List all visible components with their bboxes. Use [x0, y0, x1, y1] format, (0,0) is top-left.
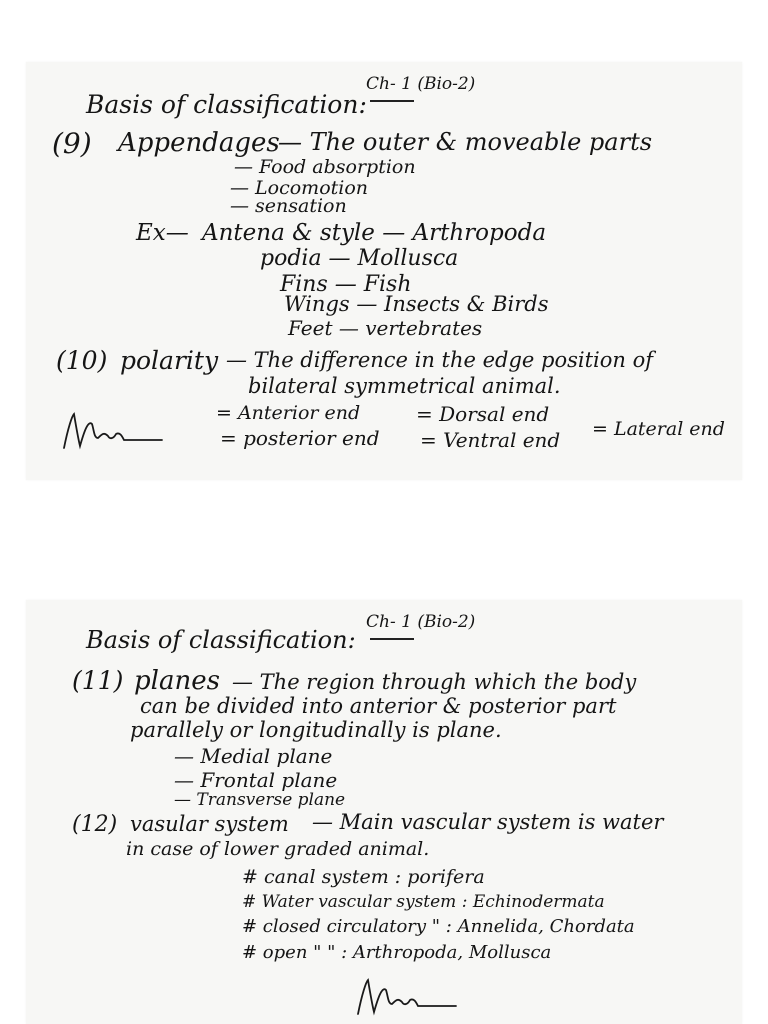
signature [58, 408, 168, 456]
chapter-header: Ch- 1 (Bio-2) [366, 74, 476, 94]
term-vascular-system: vasular system [130, 812, 289, 836]
example-item: Fins — Fish [280, 272, 412, 297]
item-number: (9) [52, 127, 92, 160]
vascular-system-item: # open " " : Arthropoda, Mollusca [242, 942, 552, 963]
appendages-definition: — The outer & moveable parts [278, 128, 653, 156]
vascular-system-item: # closed circulatory " : Annelida, Chordata [242, 916, 635, 937]
page-title: Basis of classification: [86, 90, 367, 119]
end-anterior: = Anterior end [216, 402, 361, 424]
plane-type: — Medial plane [174, 744, 333, 768]
note-page-1 [26, 62, 742, 480]
end-posterior: = posterior end [220, 426, 380, 450]
item-number: (11) [72, 666, 124, 695]
example-item: podia — Mollusca [260, 246, 459, 271]
chapter-header: Ch- 1 (Bio-2) [366, 612, 476, 632]
polarity-definition: bilateral symmetrical animal. [248, 374, 561, 398]
vascular-system-item: # canal system : porifera [242, 866, 485, 888]
end-lateral: = Lateral end [592, 418, 725, 440]
example-item: Wings — Insects & Birds [284, 292, 549, 316]
plane-type: — Frontal plane [174, 768, 338, 792]
planes-definition: parallely or longitudinally is plane. [130, 718, 502, 742]
end-ventral: = Ventral end [420, 428, 561, 452]
function-item: — Locomotion [230, 177, 369, 199]
function-item: — Food absorption [234, 156, 416, 178]
polarity-definition: — The difference in the edge position of [226, 348, 654, 372]
page-title: Basis of classification: [86, 626, 356, 654]
term-appendages: Appendages [118, 128, 280, 158]
example-item: Feet — vertebrates [288, 316, 483, 340]
plane-type: — Transverse plane [174, 790, 346, 810]
examples-label: Ex— [136, 220, 189, 246]
end-dorsal: = Dorsal end [416, 402, 550, 426]
item-number: (12) [72, 812, 118, 837]
example-item: Antena & style — Arthropoda [202, 220, 547, 246]
vascular-definition: — Main vascular system is water [312, 810, 664, 834]
planes-definition: — The region through which the body [232, 670, 637, 694]
term-planes: planes [134, 666, 220, 696]
planes-definition: can be divided into anterior & posterior part [140, 694, 617, 718]
note-page-2 [26, 600, 742, 1024]
vascular-system-item: # Water vascular system : Echinodermata [242, 892, 605, 912]
function-item: — sensation [230, 195, 347, 217]
term-polarity: polarity [120, 346, 219, 375]
header-underline [370, 638, 414, 640]
item-number: (10) [56, 346, 108, 375]
header-underline [370, 100, 414, 102]
signature [352, 972, 462, 1022]
vascular-definition: in case of lower graded animal. [126, 838, 430, 860]
